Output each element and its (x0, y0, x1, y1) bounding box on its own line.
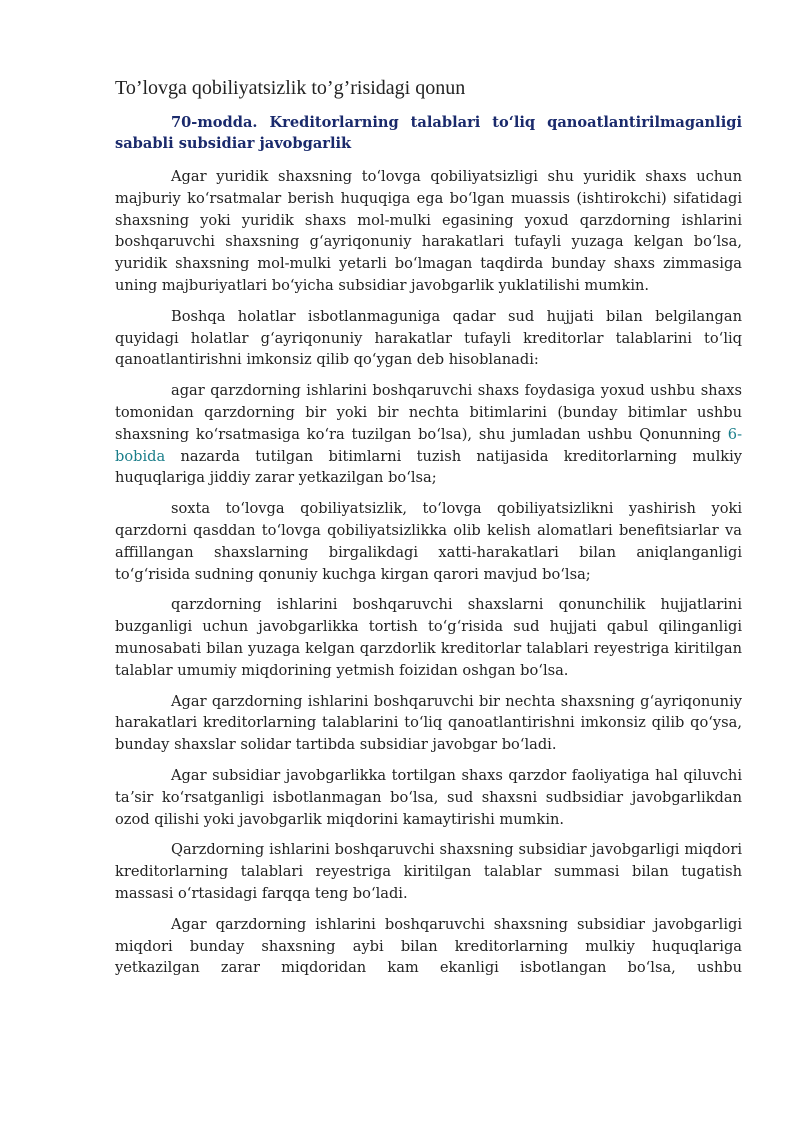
document-title: To’lovga qobiliyatsizlik to’g’risidagi qonun (115, 77, 466, 99)
chapter-6-link[interactable]: 6-bobida (115, 425, 742, 465)
article-heading: 70-modda. Kreditorlarning talablari toʻliq qanoatlantirilmaganligi sababli subsidiar javobgarlik (115, 114, 742, 152)
paragraph-2: Boshqa holatlar isbotlanmaguniga qadar sud hujjati bilan belgilangan quyidagi holatlar gʻayriqonuniy harakatlar tufayli kreditorlar talablarini toʻliq qanoatlantirishni imkonsiz qilib qoʻygan deb hisoblanadi: (115, 307, 742, 369)
paragraph-8: Qarzdorning ishlarini boshqaruvchi shaxsning subsidiar javobgarligi miqdori kreditorlarning talablari reyestriga kiritilgan talablar summasi bilan tugatish massasi oʻrtasidagi farqqa teng boʻladi. (115, 841, 742, 902)
paragraph-1: Agar yuridik shaxsning toʻlovga qobiliyatsizligi shu yuridik shaxs uchun majburiy koʻrsatmalar berish huquqiga ega boʻlgan muassis (ishtirokchi) sifatidagi shaxsning yoki yuridik shaxs mol-mulki egasining yoxud qarzdorning ishlarini boshqaruvchi shaxsning gʻayriqonuniy harakatlari tufayli yuzaga kelgan boʻlsa, yuridik shaxsning mol-mulki yetarli boʻlmagan taqdirda bunday shaxs zimmasiga uning majburiyatlari boʻyicha subsidiar javobgarlik yuklatilishi mumkin. (115, 168, 742, 294)
paragraph-3-text-before: agar qarzdorning ishlarini boshqaruvchi shaxs foydasiga yoxud ushbu shaxs tomonidan qarzdorning bir yoki bir nechta bitimlarini (bunday bitimlar ushbu shaxsning koʻrsatmasiga koʻra tuzilgan boʻlsa), shu jumladan ushbu Qonunning (115, 382, 742, 443)
paragraph-7: Agar subsidiar javobgarlikka tortilgan shaxs qarzdor faoliyatiga hal qiluvchi taʼsir koʻrsatganligi isbotlanmagan boʻlsa, sud shaxsni sudbsidiar javobgarlikdan ozod qilishi yoki javobgarlik miqdorini kamaytirishi mumkin. (115, 766, 742, 828)
document-page (115, 74, 742, 988)
paragraph-3-text-after: nazarda tutilgan bitimlarni tuzish natijasida kreditorlarning mulkiy huquqlariga jiddiy zarar yetkazilgan boʻlsa; (115, 447, 742, 487)
paragraph-5: qarzdorning ishlarini boshqaruvchi shaxslarni qonunchilik hujjatlarini buzganligi uchun javobgarlikka tortish toʻgʻrisida sud hujjati qabul qilinganligi munosabati bilan yuzaga kelgan qarzdorlik kreditorlar talablari reyestriga kiritilgan talablar umumiy miqdorining yetmish foizidan oshgan boʻlsa. (115, 596, 742, 679)
paragraph-9: Agar qarzdorning ishlarini boshqaruvchi shaxsning subsidiar javobgarligi miqdori bunday shaxsning aybi bilan kreditorlarning mulkiy huquqlariga yetkazilgan zarar miqdoridan kam ekanligi isbotlangan boʻlsa, ushbu (115, 915, 742, 977)
paragraph-3 (115, 380, 742, 489)
paragraph-6: Agar qarzdorning ishlarini boshqaruvchi bir nechta shaxsning gʻayriqonuniy harakatlari kreditorlarning talablarini toʻliq qanoatlantirishni imkonsiz qilib qoʻysa, bunday shaxslar solidar tartibda subsidiar javobgar boʻladi. (115, 692, 742, 754)
paragraph-4: soxta toʻlovga qobiliyatsizlik, toʻlovga qobiliyatsizlikni yashirish yoki qarzdorni qasddan toʻlovga qobiliyatsizlikka olib kelish alomatlari benefitsiarlar va affillangan shaxslarning birgalikdagi xatti-harakatlari bilan aniqlanganligi toʻgʻrisida sudning qonuniy kuchga kirgan qarori mavjud boʻlsa; (115, 500, 742, 583)
